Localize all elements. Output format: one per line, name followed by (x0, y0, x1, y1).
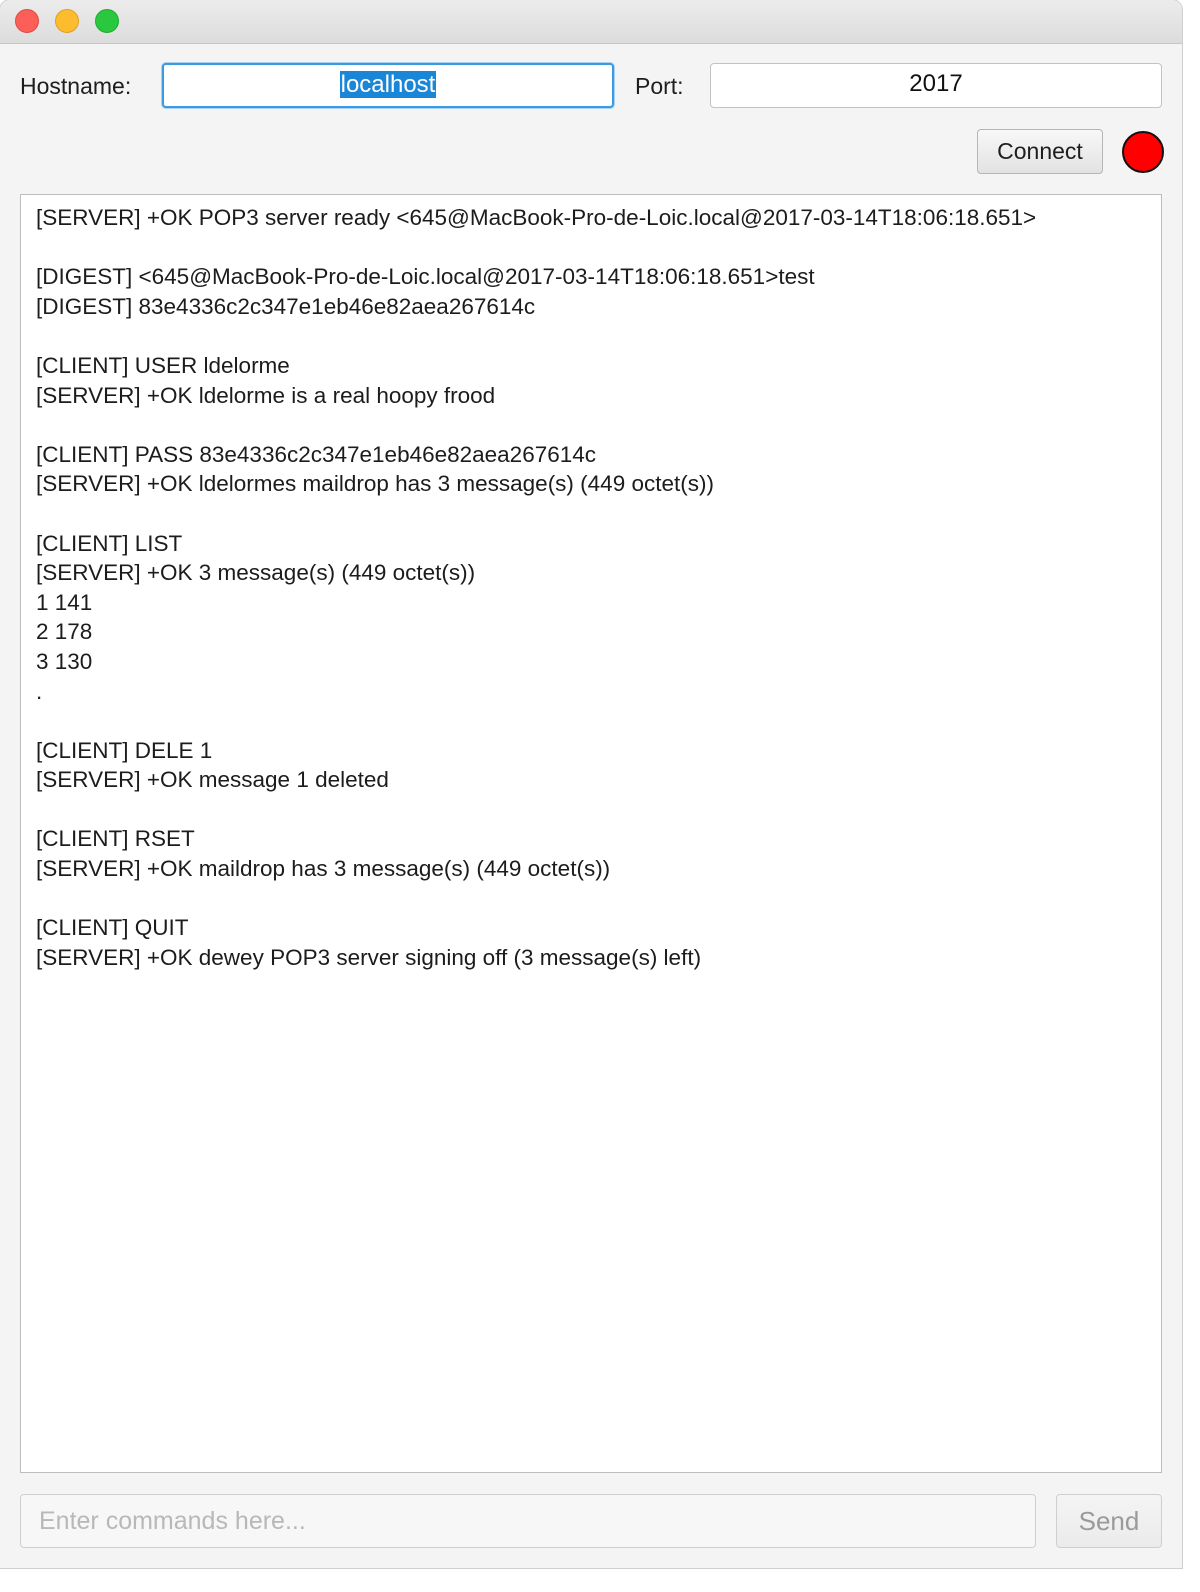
console-line (36, 233, 1146, 263)
console-line: [CLIENT] PASS 83e4336c2c347e1eb46e82aea267614c (36, 441, 597, 467)
console-line: [SERVER] +OK ldelormes maildrop has 3 message(s) (449 octet(s)) (36, 471, 714, 497)
console-line: [CLIENT] DELE 1 (36, 737, 213, 763)
console-line: [SERVER] +OK ldelorme is a real hoopy frood (36, 382, 496, 408)
console-line: [CLIENT] USER ldelorme (36, 352, 290, 378)
console-line: [SERVER] +OK POP3 server ready <645@MacBook-Pro-de-Loic.local@2017-03-14T18:06:18.651> (36, 205, 1037, 230)
console-line (36, 706, 1146, 736)
hostname-input[interactable] (162, 63, 614, 108)
hostname-label: Hostname: (20, 73, 132, 99)
port-input[interactable] (710, 63, 1162, 108)
console-line: [DIGEST] <645@MacBook-Pro-de-Loic.local@2017-03-14T18:06:18.651>test (36, 264, 815, 290)
console-line (36, 321, 1146, 351)
console-line: . (36, 678, 43, 704)
port-label: Port: (635, 73, 684, 99)
close-window-icon[interactable] (15, 9, 39, 33)
hostname-value: localhost (340, 71, 436, 98)
connect-button[interactable]: Connect (977, 129, 1103, 174)
console-line: [CLIENT] LIST (36, 530, 183, 556)
zoom-window-icon[interactable] (95, 9, 119, 33)
console-line: [SERVER] +OK dewey POP3 server signing off (3 message(s) left) (36, 944, 702, 970)
console-line: [SERVER] +OK message 1 deleted (36, 767, 389, 793)
console-line: [DIGEST] 83e4336c2c347e1eb46e82aea267614c (36, 293, 536, 319)
command-input[interactable] (20, 1494, 1036, 1548)
console-line (36, 499, 1146, 529)
send-button[interactable]: Send (1056, 1494, 1162, 1548)
console-line (36, 795, 1146, 825)
connection-status-indicator (1122, 131, 1164, 173)
server-log-console[interactable] (20, 194, 1162, 1473)
console-line (36, 410, 1146, 440)
console-line: [SERVER] +OK 3 message(s) (449 octet(s)) (36, 560, 476, 586)
console-line: 3 130 (36, 648, 93, 674)
port-value: 2017 (909, 70, 963, 97)
console-line: 2 178 (36, 619, 93, 645)
title-bar (0, 0, 1182, 44)
console-line: [CLIENT] RSET (36, 826, 195, 852)
console-line (36, 884, 1146, 914)
console-line: [CLIENT] QUIT (36, 915, 189, 941)
minimize-window-icon[interactable] (55, 9, 79, 33)
console-line: 1 141 (36, 589, 93, 615)
console-line: [SERVER] +OK maildrop has 3 message(s) (449 octet(s)) (36, 856, 611, 882)
